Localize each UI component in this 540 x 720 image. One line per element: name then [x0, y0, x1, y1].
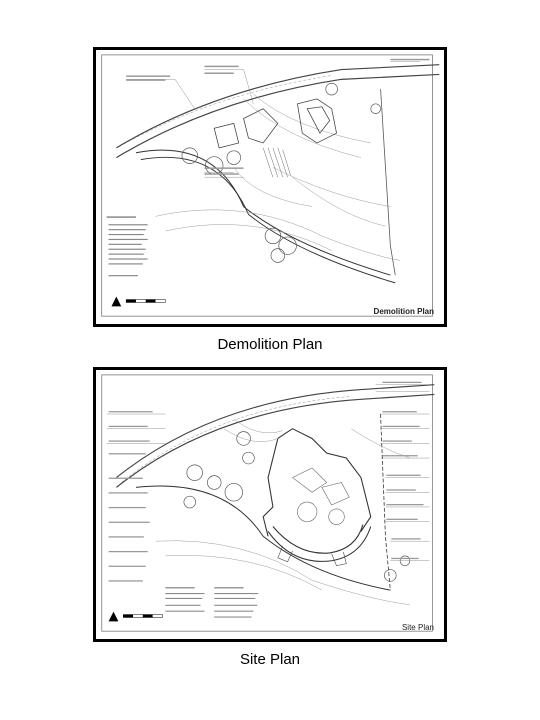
site-plan-caption: Site Plan — [239, 651, 301, 668]
site-plan-linework — [96, 370, 444, 639]
demolition-plan-caption: Demolition Plan — [217, 336, 323, 353]
demolition-plan-linework — [96, 50, 444, 324]
site-plan-drawing — [93, 367, 447, 642]
site-plan-sheet-title: Site Plan — [401, 623, 434, 632]
demolition-plan-sheet-title: Demolition Plan — [373, 307, 434, 316]
demolition-plan-drawing — [93, 47, 447, 327]
